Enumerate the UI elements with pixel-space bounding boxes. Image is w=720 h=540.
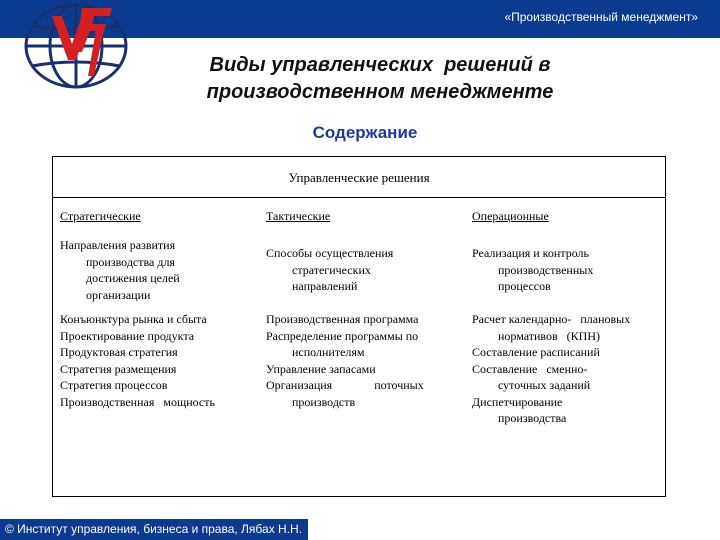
list-item: Стратегия процессов xyxy=(60,378,168,392)
cell-line: стратегических xyxy=(292,262,371,277)
cell-line: направлений xyxy=(292,279,358,293)
column-header-strategic: Стратегические xyxy=(60,209,141,223)
title-line-1: Виды управленческих решений в xyxy=(209,54,551,76)
list-item: Производственная программа xyxy=(266,312,419,326)
cell-line: процессов xyxy=(498,279,551,293)
list-item: Организация поточных xyxy=(266,378,424,392)
list-item: суточных заданий xyxy=(498,378,591,392)
list-item: Диспетчирование xyxy=(472,394,563,409)
list-item: Расчет календарно- плановых xyxy=(472,312,631,326)
strategic-purpose xyxy=(60,237,250,303)
cell-line: организации xyxy=(86,287,151,302)
operational-purpose xyxy=(472,245,662,295)
list-item: Составление сменно- xyxy=(472,361,588,376)
tactical-items xyxy=(266,311,456,410)
list-item: производства xyxy=(498,411,567,425)
column-header-operational: Операционные xyxy=(472,209,549,223)
cell-line: производства для xyxy=(86,254,175,269)
list-item: Конъюнктура рынка и сбыта xyxy=(60,312,207,326)
column-header-tactical: Тактические xyxy=(266,209,331,223)
title-line-2: производственном менеджменте xyxy=(206,81,554,103)
cell-line: Реализация и контроль xyxy=(472,246,590,260)
list-item: Продуктовая стратегия xyxy=(60,345,178,359)
logo-ivf-globe-icon xyxy=(12,0,168,94)
cell-line: Направления развития xyxy=(60,238,176,252)
list-item: Стратегия размещения xyxy=(60,361,177,376)
list-item: Распределение программы по xyxy=(266,328,419,343)
list-item: производств xyxy=(292,394,356,409)
table-divider xyxy=(52,197,666,198)
cell-line: производственных xyxy=(498,262,594,277)
course-name: «Производственный менеджмент» xyxy=(504,10,698,24)
footer-copyright: © Институт управления, бизнеса и права, Лябах Н.Н. xyxy=(0,519,308,540)
cell-line: достижения целей xyxy=(86,271,180,285)
operational-items xyxy=(472,311,662,427)
cell-line: Способы осуществления xyxy=(266,246,394,260)
list-item: Составление расписаний xyxy=(472,345,600,359)
list-item: исполнителям xyxy=(292,345,365,359)
tactical-purpose xyxy=(266,245,456,295)
page-title xyxy=(150,52,610,106)
list-item: нормативов (КПН) xyxy=(498,328,601,343)
list-item: Управление запасами xyxy=(266,361,376,376)
list-item: Производственная мощность xyxy=(60,394,215,409)
table-title: Управленческие решения xyxy=(288,170,430,185)
strategic-items xyxy=(60,311,250,410)
list-item: Проектирование продукта xyxy=(60,328,195,343)
subtitle: Содержание xyxy=(312,123,418,142)
